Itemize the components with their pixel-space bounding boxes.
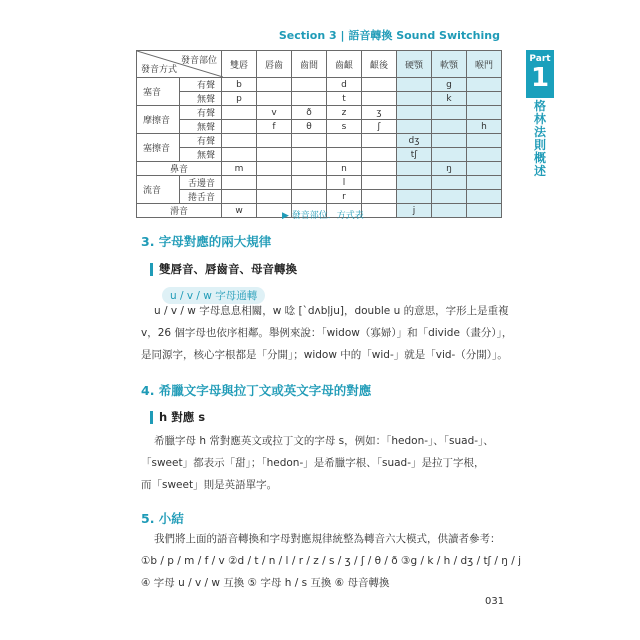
phoneme-cell (432, 148, 467, 162)
voicing-label: 無聲 (179, 92, 222, 106)
phoneme-cell (397, 176, 432, 190)
table-row (137, 106, 502, 120)
phoneme-cell: b (222, 78, 257, 92)
col-header: 軟顎 (432, 51, 467, 78)
paragraph-line: 我們將上面的語音轉換和字母對應規律統整為轉音六大模式，供讀者參考： (154, 533, 501, 545)
paragraph-line: ①b / p / m / f / v ②d / t / n / l / r / z / s / ʒ / ʃ / θ / ð ③g / k / h / dʒ / tʃ / ŋ / j (141, 555, 522, 567)
table-corner (137, 51, 222, 78)
phoneme-cell (467, 92, 502, 106)
voicing-label: 有聲 (179, 106, 222, 120)
phoneme-cell: θ (292, 120, 327, 134)
phoneme-cell (257, 92, 292, 106)
page-number: 031 (485, 596, 505, 607)
phoneme-cell: ʒ (362, 106, 397, 120)
phoneme-cell (292, 78, 327, 92)
table-row (137, 134, 502, 148)
phoneme-cell: j (397, 204, 432, 218)
phoneme-cell: l (327, 176, 362, 190)
phoneme-cell: p (222, 92, 257, 106)
phoneme-cell (432, 120, 467, 134)
phoneme-cell: ŋ (432, 162, 467, 176)
phoneme-cell (467, 176, 502, 190)
phoneme-cell (362, 190, 397, 204)
phoneme-cell (397, 162, 432, 176)
col-header: 齦後 (362, 51, 397, 78)
col-header: 唇齒 (257, 51, 292, 78)
table-caption: ▶ 發音部位．方式表 (282, 211, 364, 221)
manner-label: 鼻音 (137, 162, 222, 176)
phoneme-cell (257, 162, 292, 176)
phoneme-cell (397, 106, 432, 120)
part-number: 1 (530, 63, 550, 93)
phoneme-cell (362, 176, 397, 190)
section-4-heading: 4. 希臘文字母與拉丁文或英文字母的對應 (141, 383, 372, 398)
phoneme-cell (362, 162, 397, 176)
running-header (279, 27, 500, 43)
phoneme-cell: w (222, 204, 257, 218)
phoneme-cell (222, 134, 257, 148)
phoneme-cell (467, 134, 502, 148)
phoneme-cell: s (327, 120, 362, 134)
phoneme-cell (257, 78, 292, 92)
phoneme-cell (467, 106, 502, 120)
corner-top-label: 發音部位 (180, 56, 217, 66)
phoneme-cell (257, 176, 292, 190)
paragraph-line: v，26 個字母也依序相鄰。舉例來說：「widow（寡婦）」和「divide（畫分）」， (141, 327, 513, 339)
phoneme-cell (222, 190, 257, 204)
phoneme-cell (467, 78, 502, 92)
paragraph-line: ④ 字母 u / v / w 互換 ⑤ 字母 h / s 互換 ⑥ 母音轉換 (141, 577, 390, 589)
phoneme-cell (222, 176, 257, 190)
table-row (137, 78, 502, 92)
table-row (137, 92, 502, 106)
phoneme-cell (292, 162, 327, 176)
phoneme-cell: z (327, 106, 362, 120)
phoneme-cell: tʃ (397, 148, 432, 162)
phoneme-cell (467, 190, 502, 204)
manner-label: 摩擦音 (137, 106, 180, 134)
section-4-subheading: h 對應 s (150, 411, 205, 424)
phoneme-cell (397, 78, 432, 92)
col-header: 喉門 (467, 51, 502, 78)
phoneme-cell (432, 176, 467, 190)
phoneme-cell (362, 78, 397, 92)
phoneme-cell (362, 148, 397, 162)
phoneme-cell (292, 134, 327, 148)
phoneme-cell (397, 190, 432, 204)
paragraph-line: 而「sweet」則是英語單字。 (141, 479, 278, 491)
table-row (137, 148, 502, 162)
phoneme-cell: t (327, 92, 362, 106)
phonetics-table (136, 50, 502, 218)
paragraph-line: 希臘字母 h 常對應英文或拉丁文的字母 s，例如：「hedon-」、「suad-」、 (154, 435, 494, 447)
table-row (137, 176, 502, 190)
part-tab (526, 50, 554, 98)
phoneme-cell (327, 134, 362, 148)
phoneme-cell (432, 190, 467, 204)
phoneme-cell (292, 190, 327, 204)
section-5-heading: 5. 小結 (141, 511, 184, 526)
phoneme-cell (432, 204, 467, 218)
phoneme-cell: f (257, 120, 292, 134)
phoneme-cell (432, 134, 467, 148)
phoneme-cell: v (257, 106, 292, 120)
col-header: 齒間 (292, 51, 327, 78)
phoneme-cell (292, 92, 327, 106)
phoneme-cell: d (327, 78, 362, 92)
col-header: 齒齦 (327, 51, 362, 78)
header-title: 語音轉換 Sound Switching (348, 29, 500, 42)
phoneme-cell (292, 148, 327, 162)
phoneme-cell (327, 148, 362, 162)
paragraph-line: u / v / w 字母息息相關，w 唸 [ˋdʌbl̩ju]，double u 的意思，字形上是重複 (154, 305, 509, 317)
manner-label: 流音 (137, 176, 180, 204)
part-word: Part (529, 54, 551, 64)
phoneme-cell (362, 134, 397, 148)
voicing-label: 有聲 (179, 78, 222, 92)
section-3-heading: 3. 字母對應的兩大規律 (141, 234, 272, 249)
section-label: Section 3 (278, 29, 337, 42)
phoneme-cell: dʒ (397, 134, 432, 148)
voicing-label: 舌邊音 (179, 176, 222, 190)
part-title: 格林法則概述 (533, 99, 546, 178)
manner-label: 塞音 (137, 78, 180, 106)
phoneme-cell (362, 204, 397, 218)
phoneme-cell (432, 106, 467, 120)
phoneme-cell (222, 148, 257, 162)
voicing-label: 捲舌音 (179, 190, 222, 204)
phoneme-cell (222, 106, 257, 120)
table-row (137, 190, 502, 204)
paragraph-line: 「sweet」都表示「甜」；「hedon-」是希臘字根、「suad-」是拉丁字根， (141, 457, 485, 469)
phoneme-cell (397, 92, 432, 106)
section-3-subheading: 雙唇音、唇齒音、母音轉換 (150, 263, 297, 276)
phoneme-cell (257, 190, 292, 204)
manner-label: 塞擦音 (137, 134, 180, 162)
phoneme-cell: r (327, 190, 362, 204)
phoneme-cell (467, 148, 502, 162)
phoneme-cell: ð (292, 106, 327, 120)
phoneme-cell (257, 148, 292, 162)
phoneme-cell (222, 120, 257, 134)
table-body (137, 78, 502, 218)
phoneme-cell (397, 120, 432, 134)
table-row (137, 120, 502, 134)
phoneme-cell (467, 204, 502, 218)
manner-label: 滑音 (137, 204, 222, 218)
paragraph-line: 是同源字，核心字根都是「分開」；widow 中的「wid-」就是「vid-（分開）」。 (141, 349, 508, 361)
phoneme-cell (292, 176, 327, 190)
phoneme-cell: m (222, 162, 257, 176)
table-row (137, 162, 502, 176)
voicing-label: 無聲 (179, 148, 222, 162)
phoneme-cell: g (432, 78, 467, 92)
phoneme-cell: k (432, 92, 467, 106)
header-divider: | (340, 29, 345, 42)
corner-bottom-label: 發音方式 (141, 65, 178, 75)
phoneme-cell (362, 92, 397, 106)
phoneme-cell (467, 162, 502, 176)
voicing-label: 有聲 (179, 134, 222, 148)
phoneme-cell: ʃ (362, 120, 397, 134)
voicing-label: 無聲 (179, 120, 222, 134)
phoneme-cell: n (327, 162, 362, 176)
col-header: 雙唇 (222, 51, 257, 78)
phoneme-cell: h (467, 120, 502, 134)
phoneme-cell (257, 134, 292, 148)
table-header-row (137, 51, 502, 78)
col-header: 硬顎 (397, 51, 432, 78)
section-3-tag: u / v / w 字母通轉 (162, 287, 265, 304)
